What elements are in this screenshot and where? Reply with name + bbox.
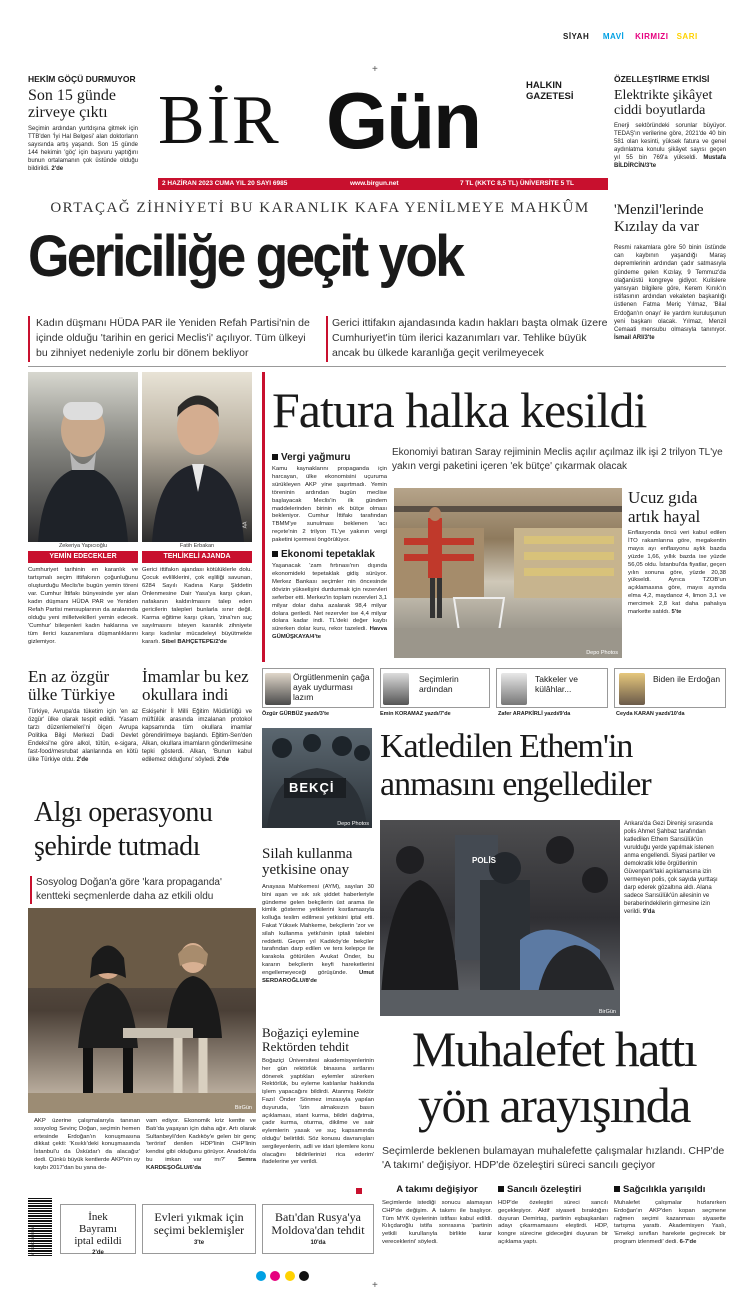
algi-photo-credit: BirGün <box>234 1105 252 1111</box>
ethem-body: Ankara'da Gezi Direnişi sırasında polis Ahmet Şahbaz tarafından katledilen Ethem Sarısülük'ün vurulduğu yerde yapılmak istenen anma engellendi. Siyasi partiler ve demokratik kitle örgütlerinin Güvenpark'taki açıklamasına izin vermeyen polis, çok sayıda yurttaşı darp ederek gözaltına aldı. Alana sadece Sarısülük'ün ailesinin ve beraberindekilerin girmesine izin verildi. 9'da <box>624 821 718 915</box>
algi-deck: Sosyolog Doğan'a göre 'kara propaganda' kentteki seçmenlerde daha az etkili oldu <box>36 877 222 902</box>
market-photo <box>394 488 622 658</box>
masthead-url[interactable]: www.birgun.net <box>350 180 399 187</box>
masthead-price: 7 TL (KKTC 8,5 TL) ÜNİVERSİTE 5 TL <box>460 180 575 187</box>
bekci-scene <box>262 728 372 828</box>
logo-bir: BİR <box>158 82 281 159</box>
print-dot-black <box>299 1271 309 1281</box>
portrait-figure <box>28 372 138 542</box>
polis-label: POLİS <box>472 856 497 865</box>
muhalefet-col-b <box>498 1184 608 1247</box>
column-author: Ceyda KARAN yazdı/10'da <box>616 711 685 717</box>
print-dots <box>256 1268 309 1286</box>
lead-deck-rule-right <box>326 316 328 362</box>
label-yemin: YEMİN EDECEKLER <box>28 551 138 563</box>
left-teaser-body: Seçimin ardından yurtdışına gitmek için TTB'den 'İyi Hal Belgesi' alan doktorların sayısında artış yaşandı. Son 15 günde 144 hekimin 'göç' için başvuru yaptığını bunun ortalamanın çok üstünde olduğu bildirildi. 2'de <box>28 126 138 172</box>
kizilay-body: Resmi rakamlara göre 50 binin üstünde can kaybının yaşandığı Maraş depremlerinin ardından çadır satmasıyla gündeme gelen Kızılay, 9 Temmuz'da olağanüstü kongreye gidiyor. Kulislere yansıyan bilgilere göre, Kerem Kınık'ın istifasının ardından vekaleten başkanlığı üstlenen Fatma Meriç Yılmaz, 'Bilal Erdoğan'ın onayı' ile yardım kuruluşunun yeni başkanı olacak. Yılmaz, Menzil Cemaati mensubu olmasıyla tanınıyor. İsmail ARI/3'te <box>614 245 726 342</box>
lead-headline[interactable]: Gericiliğe geçit yok <box>28 224 463 289</box>
right-teaser-body: Enerji sektöründeki sorunlar büyüyor. TEDAŞ'ın verilerine göre, 2021'de 40 bin 581 olan kesinti, yüksek fatura ve genel aydınlatma konulu şikâyet sayısı geçen yıl 55 bin 769'a yükseldi. Mustafa BİLDİRCİN/3'te <box>614 123 727 169</box>
right-teaser-title: Elektrikte şikâyet ciddi boyutlarda <box>614 88 713 118</box>
muhalefet-col-title: Sancılı özeleştiri <box>498 1184 608 1195</box>
ekonomi-title: Ekonomi tepetaklak <box>272 549 387 560</box>
lead-deck-left: Kadın düşmanı HÜDA PAR ile Yeniden Refah Partisi'nin de içinde olduğu 'tarihin en gerici Meclis'i' açılıyor. Tüm ülkeyi bu zihniyet nedeniyle zorlu bir dönem bekliyor <box>36 317 310 359</box>
avatar <box>265 673 291 705</box>
print-color-black: SİYAH <box>563 32 590 41</box>
masthead-date: 2 HAZİRAN 2023 CUMA YIL 20 SAYI 6985 <box>162 180 288 187</box>
bottom-teaser-moldova[interactable] <box>262 1204 374 1254</box>
gida-story[interactable] <box>628 488 726 617</box>
column-title: Biden ile Erdoğan <box>653 674 721 684</box>
algi-scene <box>28 908 256 1113</box>
column-title: Seçimlerin ardından <box>419 674 459 694</box>
muhalefet-col-a <box>382 1184 492 1247</box>
columnists-bar <box>262 668 726 718</box>
fatura-deck: Ekonomiyi batıran Saray rejiminin Meclis açılır açılmaz ilk işi 2 trilyon TL'ye yakın vergi paketini içeren 'ek bütçe' çıkarmak olacak <box>392 447 723 472</box>
bogazici-body: Boğaziçi Üniversitesi akademisyenlerinin her gün rektörlük binasına sırtlarını dönerek yaptıkları eylemler sürerken Rektörlük, bu eyleme katılanlar hakkında işlem yapacağını bildirdi. Atanmış Rektör Fazıl Önder Sönmez imzasıyla yapılan duyuruda, 'İzin almaksızın basın açıklaması, stant kurma, bildiri dağıtma, çadır kurma, oturma, dikilme ve sair eylemlerin yasak ve suç kapsamında olduğu' belirtildi. Söz konusu davranışları sergileyenlerin, adli ve idari işlemlere konu olacağını bildirilerinizi rica ederim' ifadelerine yer verildi. <box>262 1058 374 1166</box>
bottom-teaser-title: Evleri yıkmak için seçimi beklemişler <box>153 1210 245 1237</box>
algi-photo <box>28 908 256 1113</box>
kizilay-story[interactable] <box>614 202 726 342</box>
muhalefet-deck: Seçimlerde beklenen bulamayan muhalefette çalışmalar hızlandı. CHP'de 'A takımı' değişiyor. HDP'de özeleştiri süreci sancılı geçiyor <box>382 1145 725 1171</box>
muhalefet-col-c <box>614 1184 726 1247</box>
column-arapkirli[interactable] <box>496 668 608 708</box>
print-dot-yellow <box>285 1271 295 1281</box>
muhalefet-col-body: HDP'de özeleştiri süreci sancılı geçekleşiyor. Aktif siyaseti bıraktığını duyuran Demirtaş, partinin eşbaşkanları adayı çıkarmamasını eleştirdi. HDP, kongre sürecine gideceğini duyuran bir açıklama yaptı. <box>498 1200 608 1245</box>
registration-mark: + <box>372 1280 378 1291</box>
lead-deck-right: Gerici ittifakın ajandasında kadın hakları başta olmak üzere Cumhuriyet'in tüm ilerici kazanımları var. Tehlike büyük ancak bu ülkede karanlığa geçit verilmeyecek <box>332 317 608 359</box>
left-teaser-title: Son 15 günde zirveye çıktı <box>28 87 116 121</box>
imamlar-title: İmamlar bu kez okullara indi <box>142 667 249 704</box>
avatar <box>619 673 645 705</box>
gida-title: Ucuz gıda artık hayal <box>628 488 701 526</box>
photo-erbakan <box>142 372 252 542</box>
print-color-yellow: SARI <box>676 32 698 41</box>
bekci-body: Anayasa Mahkemesi (AYM), sayıları 30 bini aşan ve sık sık şiddet haberleriyle gündeme gelen bekçilerin üst arama ile kimlik gösterme yetkilerini kısıtlamasıyla kolluğa teslim edilmesi yetkisini iptal etti. Fakat Yüksek Mahkeme, bekçilerin 'zor ve silah kullanma yetki'sinin iptali talebini reddetti. Geçen yıl Kadıköy'de bekçiler tarafından darp edilen ve ters kelepçe ile karakola götürülen Avukat Önder, bu kararın bekçilerin keyfi hareketlerini engellemeyeceği görüşünde. Umut SERDAROĞLU/8'de <box>262 884 374 984</box>
left-teaser-kicker: HEKİM GÖÇÜ DURMUYOR <box>28 74 136 84</box>
avatar <box>383 673 409 705</box>
muhalefet-col-title: Sağcılıkla yarışıldı <box>614 1184 726 1195</box>
portrait-figure <box>142 372 252 542</box>
bottom-teaser-evler[interactable] <box>142 1204 256 1254</box>
market-photo-credit: Depo Photos <box>586 650 618 656</box>
column-title: Örgütlenmenin çağa ayak uydurması lazım <box>293 672 370 702</box>
column-author: Özgür GÜRBÜZ yazdı/3'te <box>262 711 330 717</box>
caption-yapicioglu: Zekeriya Yapıcıoğlu <box>58 543 108 549</box>
end-mark <box>356 1188 362 1194</box>
fatura-rule <box>262 372 265 662</box>
print-dot-cyan <box>256 1271 266 1281</box>
bogazici-title[interactable]: Boğaziçi eylemine Rektörden tehdit <box>262 1025 360 1054</box>
turkiye-title: En az özgür ülke Türkiye <box>28 667 116 704</box>
column-koramaz[interactable] <box>380 668 490 708</box>
print-dot-magenta <box>270 1271 280 1281</box>
column-title: Takkeler ve külâhlar... <box>535 674 578 694</box>
algi-headline[interactable]: Algı operasyonu şehirde tutmadı <box>34 797 213 862</box>
bottom-teaser-ref: 10'da <box>310 1240 326 1246</box>
fatura-headline[interactable]: Fatura halka kesildi <box>272 382 647 438</box>
muhalefet-headline-1[interactable]: Muhalefet hattı <box>411 1021 697 1077</box>
lead-kicker: ORTAÇAĞ ZİHNİYETİ BU KARANLIK KAFA YENİLMEYE MAHKÛM <box>50 200 590 216</box>
bekci-patch: BEKÇİ <box>289 780 335 795</box>
print-color-bar <box>563 32 698 41</box>
bottom-teaser-inek[interactable] <box>60 1204 136 1254</box>
masthead <box>158 74 608 194</box>
ethem-credit: BirGün <box>598 1009 616 1015</box>
muhalefet-col-body: Seçimlerde istediği sonucu alamayan CHP'de değişim. A takımı ile başlıyor. Tüm MYK üyelerinin istifası kabul edildi. Kılıçdaroğlu istifa sonrasına 'partinin yetkili kurullarıyla birlikte karar vereceklerini' söyledi. <box>382 1200 492 1245</box>
ekonomi-body: Yaşanacak 'zam fırtınası'nın dışında ekonomideki tepetaklak gidiş sürüyor. Merkez Bankası seçimler nin öncesinde dövizin yükselişini durdurmak için rezervleri seferber etti. Merkez'in toplam rezervleri 3,1 milyar dolar daha azalarak 98,4 milyar dolara geriledi. Net rezervler ise 4,4 milyar dolara kadar indi. TL'deki değer kaybı sürerken dolar kuru, rekor tazeledi. Havva GÜMÜŞKAYA/4'te <box>272 563 387 641</box>
label-ajanda: TEHLİKELİ AJANDA <box>142 551 252 563</box>
vergi-body: Kamu kaynaklarını propaganda için harcayan, ülke ekonomisini uçuruma sürükleyen AKP yine şaşırtmadı. Yemin töreninin ardından bugün meclise başlayacak Meclis'in ilk gündem maddelerinden birinin ek bütçe olması bekleniyor. Cumhur İttifakı tarafından TBMM'ye sunulması beklenen 'acı reçete'nin 2 trilyon TL'ye yakının vergi paketini içermesi öngörülüyor. <box>272 466 387 544</box>
kizilay-title: 'Menzil'lerinde Kızılay da var <box>614 202 704 235</box>
right-teaser[interactable] <box>614 74 726 170</box>
column-gurbuz[interactable] <box>262 668 374 708</box>
ajanda-body: Gerici ittifakın ajandası kötülüklerle dolu. Çocuk evliliklerini, çok eşliliği savunan, 6284 Sayılı Kadına Karşı Şiddetin Önlenmesine Dair Yasa'ya karşı çıkan, nafakanın kaldırılmasını talep eden gericilerin talepleri bunlarla sınır değil. Karma eğitime karşı çıkan, 'zina'nın suç sayılmasını isteyen karanlık zihniyete karşı kadınlar mücadeleyi büyütmekte kararlı. Sibel BAHÇETEPE/2'de <box>142 567 252 645</box>
ethem-scene <box>380 820 620 1016</box>
bottom-teaser-ref: 2'de <box>92 1250 104 1256</box>
logo-gun: Gün <box>326 76 480 165</box>
algi-body-1: AKP üzerine çalışmalarıyla tanınan sosyolog Sevinç Doğan, seçimin hemen ertesinde Erdoğan'ın konuşmasına dikkat çekti: 'Kısıklı'deki konuşmasında İstanbul'u da Üsküdar'ı da alacağız' dedi. Çünkü büyük kentlerde AKP'nin oy kaybı 2017'dan bu yana de- <box>34 1118 140 1171</box>
right-teaser-kicker: ÖZELLEŞTİRME ETKİSİ <box>614 74 710 84</box>
imamlar-body: Eskişehir İl Milli Eğitim Müdürlüğü ve müftülük arasında imzalanan protokol kapsamında tüm okullara imamlar görendirilmeye başlandı. Eğitim-Sen'den Alkan, okullara imamların gönderilmesine tepki gösterdi. Alkan, 'Bunun kabul edilemez olduğunu' söyledi. 2'de <box>142 709 252 763</box>
fatura-col <box>272 452 387 642</box>
market-scene <box>394 488 622 658</box>
photo-yapicioglu <box>28 372 138 542</box>
bekci-photo <box>262 728 372 828</box>
bekci-credit: Depo Photos <box>337 821 369 827</box>
turkiye-story[interactable] <box>28 668 138 764</box>
barcode-number: 9 771304 826002 <box>30 1224 35 1256</box>
bottom-teaser-ref: 3'te <box>193 1240 205 1246</box>
muhalefet-col-title: A takımı değişiyor <box>396 1184 478 1195</box>
algi-body-2: vam ediyor. Ekonomik kriz kentte ve Batı'da yaşayan için daha ağır. Artı olarak Sultanbeyli'den Kadıköy'e gelen bir genç 'terörist' denilen HDP'linin CHP'linin kendisi gibi olduğunu görüyor. Anadolu'da bu imkan var mı?' Semra KARDEŞOĞLU/6'da <box>146 1118 256 1171</box>
left-teaser[interactable] <box>28 74 138 173</box>
bottom-teaser-title: İnek Bayramı iptal edildi <box>74 1211 122 1247</box>
print-color-blue: MAVİ <box>602 32 625 41</box>
gida-body: Enflasyonda öncü veri kabul edilen İTO rakamlarına göre, megakentin mayıs ayı enflasyonu aylık bazda yüzde 1,66, yıllık bazda ise yüzde 56,05 oldu. İstanbul'da fiyatlar, geçen yılın sonuna göre, yüzde 20,38 yükseldi. Ayrıca TZOB'un açıklamasına göre, mayıs ayında elma 4,2, maydanoz 4, limon 3,1 ve mercimek 2,8 kat daha pahalıya markette satıldı. 5'te <box>628 530 726 616</box>
avatar <box>501 673 527 705</box>
muhalefet-headline-2[interactable]: yön arayışında <box>418 1077 690 1133</box>
column-author: Zafer ARAPKİRLİ yazdı/9'da <box>498 711 571 717</box>
photo-credit: AA <box>242 521 249 529</box>
vergi-title: Vergi yağmuru <box>272 452 387 463</box>
ethem-photo <box>380 820 620 1016</box>
column-karan[interactable] <box>614 668 726 708</box>
lead-deck-rule-left <box>28 316 30 362</box>
print-color-magenta: KIRMIZI <box>635 32 669 41</box>
masthead-subtitle: HALKIN GAZETESİ <box>526 80 574 102</box>
turkiye-body: Türkiye, Avrupa'da tüketim için 'en az özgür' ülke olarak tespit edildi. 'Yasam tarzı düzenlemeleri'ni ölçen Avrupa Politika Bilgi Merkezi Dadi Devlet Endeksi'ne göre alkol, tütün, e-sigara, fast-food/mesrubat alanlarında en kötü ülke Türkiye oldu. 2'de <box>28 709 138 763</box>
algi-rule <box>30 876 32 904</box>
column-author: Emin KORAMAZ yazdı/7'de <box>380 711 451 717</box>
caption-erbakan: Fatih Erbakan <box>179 543 215 549</box>
yemin-body: Cumhuriyet tarihinin en karanlık ve tartışmalı seçim ittifakının çoğunluğunu oluşturduğu Meclis'te bugün yemin töreni var. Cumhur İttifakı bünyesinde yer alan kadın düşmanı HÜDA PAR ve Yeniden Refah Partisi mensuplarının da aralarında olduğu yeni milletvekilleri yemin edecek. 'Cumhur' bileşenleri kadın haklarına ve tüm ilerici kazanımlara düşmanlıklarını gizlemiyor. <box>28 567 138 645</box>
muhalefet-col-body: Muhalefet çalışmalar hızlanırken Erdoğan'ın AKP'den kopan seçmene rağmen seçimi kazanması siyasette tartışma yarattı. Akademisyen Yaslı, 'Emekçi sınıflan harekete geçirecek bir program izlenmedi' dedi. 6-7'de <box>614 1200 726 1245</box>
imamlar-story[interactable] <box>142 668 252 764</box>
bottom-teaser-title: Batı'dan Rusya'ya Moldova'dan tehdit <box>271 1210 365 1237</box>
ethem-headline[interactable]: Katledilen Ethem'in anmasını engellediler <box>380 728 651 803</box>
registration-mark: + <box>372 64 378 75</box>
divider <box>28 366 726 367</box>
bekci-title[interactable]: Silah kullanma yetkisine onay <box>262 846 353 878</box>
